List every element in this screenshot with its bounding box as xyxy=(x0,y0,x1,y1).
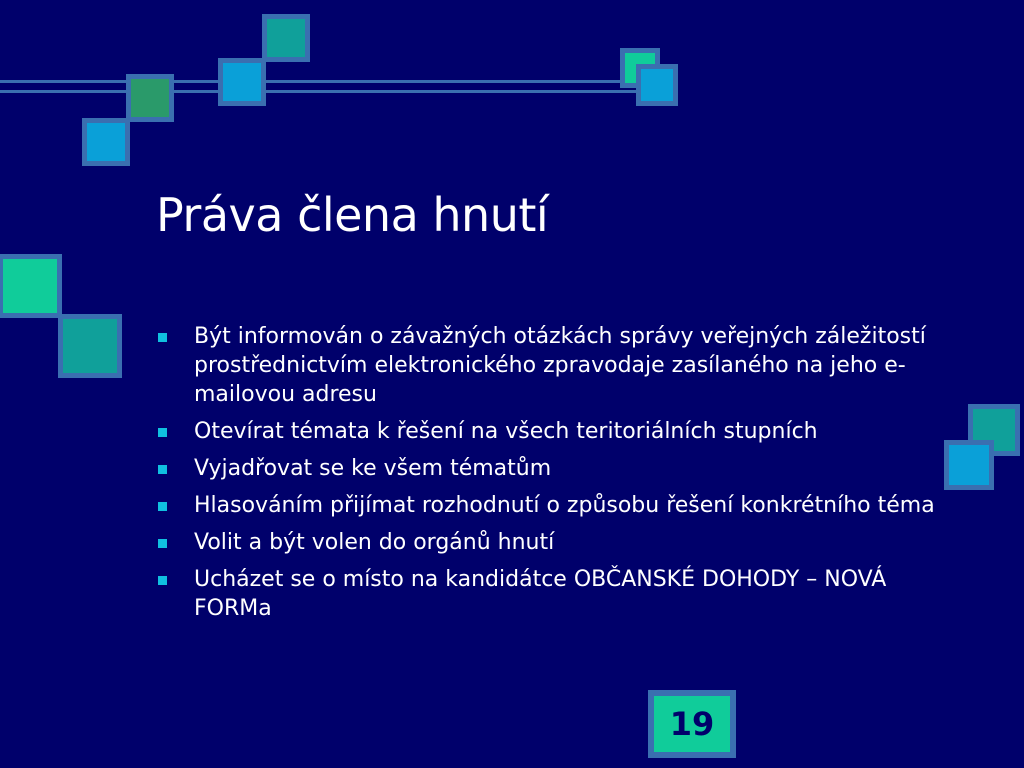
square-bullet-icon xyxy=(158,465,167,474)
square-bullet-icon xyxy=(158,428,167,437)
decorative-square xyxy=(126,74,174,122)
square-bullet-icon xyxy=(158,576,167,585)
list-item xyxy=(156,322,936,409)
list-item xyxy=(156,565,936,623)
bullet-list xyxy=(156,322,936,631)
decorative-square xyxy=(262,14,310,62)
decorative-square xyxy=(0,254,62,318)
decorative-square xyxy=(58,314,122,378)
decorative-square xyxy=(944,440,994,490)
list-item xyxy=(156,417,936,446)
decorative-square xyxy=(636,64,678,106)
list-item xyxy=(156,454,936,483)
decorative-square xyxy=(218,58,266,106)
decorative-rail-bottom xyxy=(0,90,640,93)
page-number: 19 xyxy=(648,690,736,758)
bullet-text: Vyjadřovat se ke všem tématům xyxy=(194,456,552,481)
slide-title: Práva člena hnutí xyxy=(156,188,549,242)
bullet-text: Být informován o závažných otázkách správy veřejných záležitostí prostřednictvím elektronického zpravodaje zasílaného na jeho e-mailovou adresu xyxy=(194,324,926,407)
list-item xyxy=(156,528,936,557)
bullet-text: Volit a být volen do orgánů hnutí xyxy=(194,530,555,555)
square-bullet-icon xyxy=(158,333,167,342)
decorative-square xyxy=(82,118,130,166)
bullet-text: Otevírat témata k řešení na všech teritoriálních stupních xyxy=(194,419,818,444)
square-bullet-icon xyxy=(158,539,167,548)
bullet-text: Ucházet se o místo na kandidátce OBČANSKÉ DOHODY – NOVÁ FORMa xyxy=(194,567,887,621)
decorative-rail-top xyxy=(0,80,640,83)
square-bullet-icon xyxy=(158,502,167,511)
bullet-text: Hlasováním přijímat rozhodnutí o způsobu řešení konkrétního téma xyxy=(194,493,935,518)
list-item xyxy=(156,491,936,520)
